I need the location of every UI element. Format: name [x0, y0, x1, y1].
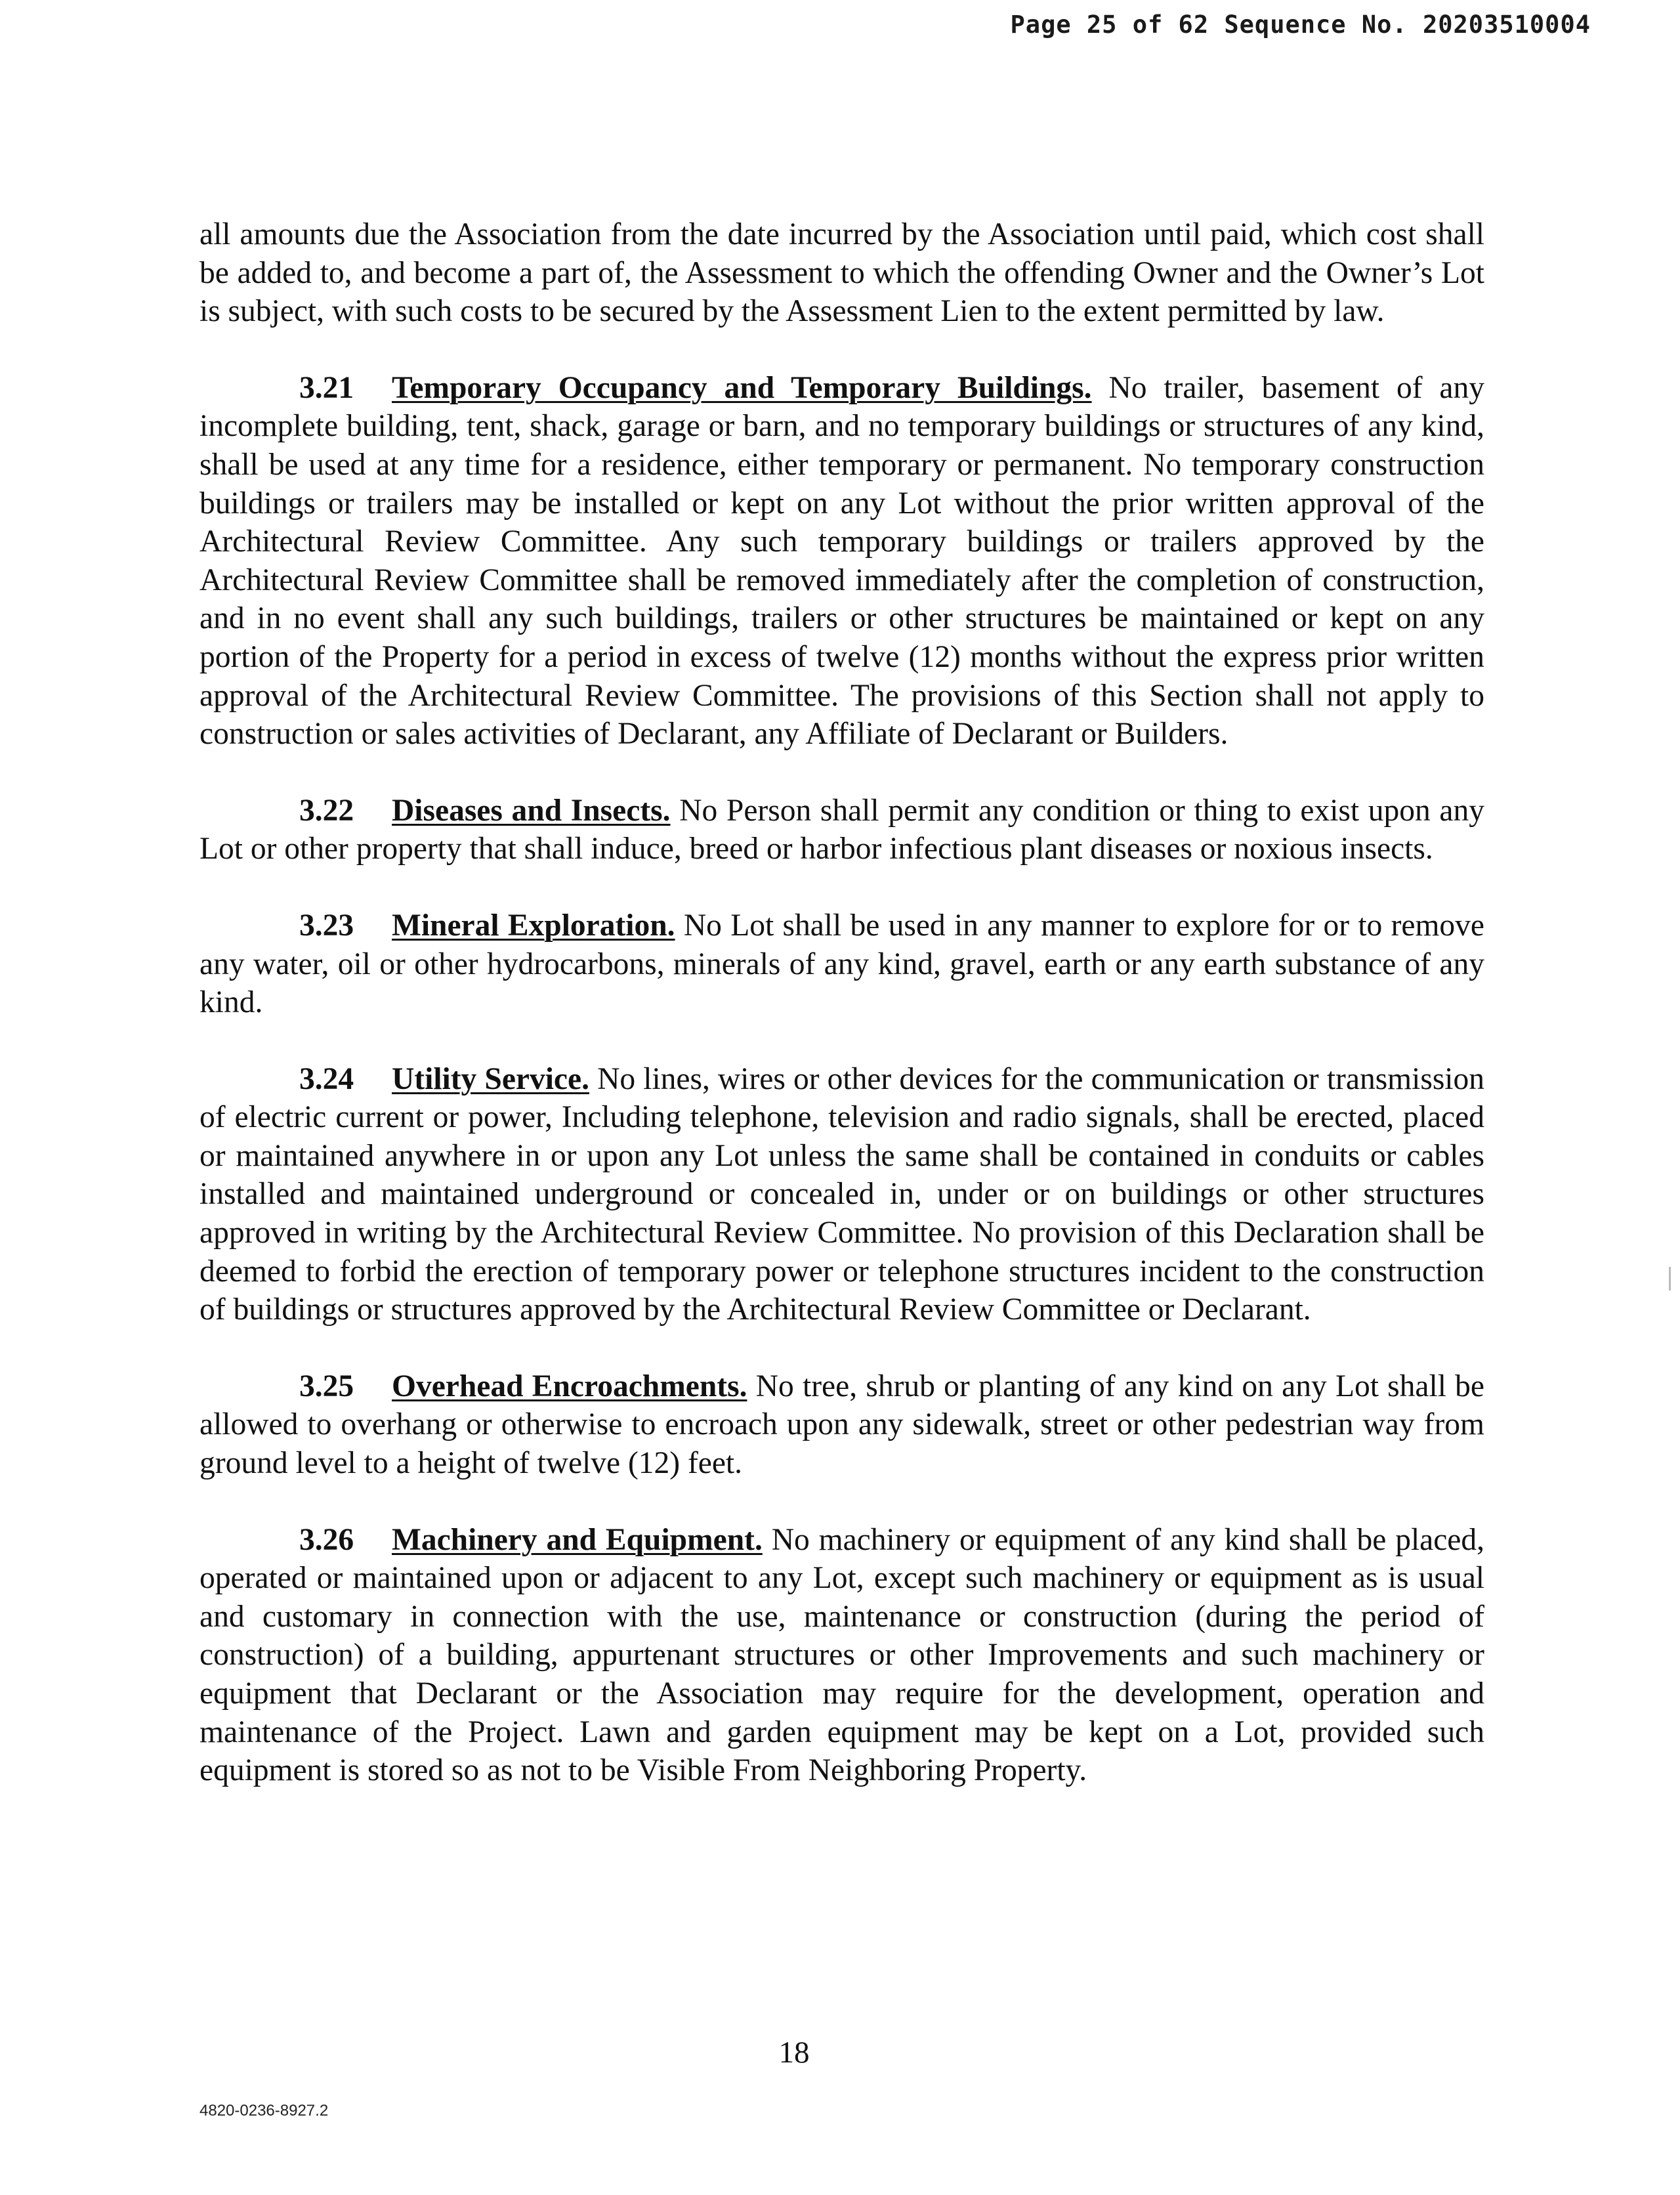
section-number: 3.25 [299, 1369, 354, 1403]
section-text: No Person shall permit any condition or thing to exist upon any Lot or other property that shall induce, breed or harbor infectious plant diseases or noxious insects. [200, 793, 1484, 866]
section-3-24 [200, 1060, 1484, 1329]
section-3-26 [200, 1521, 1484, 1790]
section-number: 3.23 [299, 908, 354, 943]
section-text: No lines, wires or other devices for the communication or transmission of electric current or power, Including telephone, television and radio signals, shall be erected, placed or maintained anywhere in or upon any Lot unless the same shall be contained in conduits or cables installed and maintained underground or concealed in, under or on buildings or other structures approved in writing by the Architectural Review Committee. No provision of this Declaration shall be deemed to forbid the erection of temporary power or telephone structures incident to the construction of buildings or structures approved by the Architectural Review Committee or Declarant. [200, 1061, 1484, 1327]
section-title: Machinery and Equipment. [392, 1522, 763, 1557]
section-number: 3.26 [299, 1522, 354, 1557]
section-text: No tree, shrub or planting of any kind on any Lot shall be allowed to overhang or otherwise to encroach upon any sidewalk, street or other pedestrian way from ground level to a height of twelve (12) feet. [200, 1369, 1484, 1481]
page-sequence-stamp: Page 25 of 62 Sequence No. 20203510004 [1010, 11, 1591, 39]
page-number: 18 [778, 2035, 810, 2070]
section-title: Diseases and Insects. [392, 793, 671, 828]
section-3-22 [200, 792, 1484, 868]
section-text: No trailer, basement of any incomplete building, tent, shack, garage or barn, and no temporary buildings or structures of any kind, shall be used at any time for a residence, either temporary or permanent. No temporary construction buildings or trailers may be installed or kept on any Lot without the prior written approval of the Architectural Review Committee. Any such temporary buildings or trailers approved by the Architectural Review Committee shall be removed immediately after the completion of construction, and in no event shall any such buildings, trailers or other structures be maintained or kept on any portion of the Property for a period in excess of twelve (12) months without the express prior written approval of the Architectural Review Committee. The provisions of this Section shall not apply to construction or sales activities of Declarant, any Affiliate of Declarant or Builders. [200, 370, 1484, 752]
section-title: Utility Service. [392, 1061, 589, 1096]
document-id: 4820-0236-8927.2 [200, 2102, 329, 2120]
document-body [200, 215, 1484, 1828]
scan-artifact [1669, 1267, 1671, 1290]
section-number: 3.21 [299, 370, 354, 405]
section-title: Mineral Exploration. [392, 908, 675, 943]
section-3-23 [200, 906, 1484, 1022]
section-3-21 [200, 369, 1484, 754]
section-title: Overhead Encroachments. [392, 1369, 747, 1403]
section-text: No Lot shall be used in any manner to explore for or to remove any water, oil or other hydrocarbons, minerals of any kind, gravel, earth or any earth substance of any kind. [200, 908, 1484, 1020]
section-title: Temporary Occupancy and Temporary Buildings. [392, 370, 1092, 405]
section-number: 3.22 [299, 793, 354, 828]
section-3-25 [200, 1367, 1484, 1483]
continuation-paragraph: all amounts due the Association from the date incurred by the Association until paid, which cost shall be added to, and become a part of, the Assessment to which the offending Owner and the Owner’s Lot is subject, with such costs to be secured by the Assessment Lien to the extent permitted by law. [200, 217, 1484, 329]
section-text: No machinery or equipment of any kind shall be placed, operated or maintained upon or adjacent to any Lot, except such machinery or equipment as is usual and customary in connection with the use, maintenance or construction (during the period of construction) of a building, appurtenant structures or other Improvements and such machinery or equipment that Declarant or the Association may require for the development, operation and maintenance of the Project. Lawn and garden equipment may be kept on a Lot, provided such equipment is stored so as not to be Visible From Neighboring Property. [200, 1522, 1485, 1788]
section-number: 3.24 [299, 1061, 354, 1096]
